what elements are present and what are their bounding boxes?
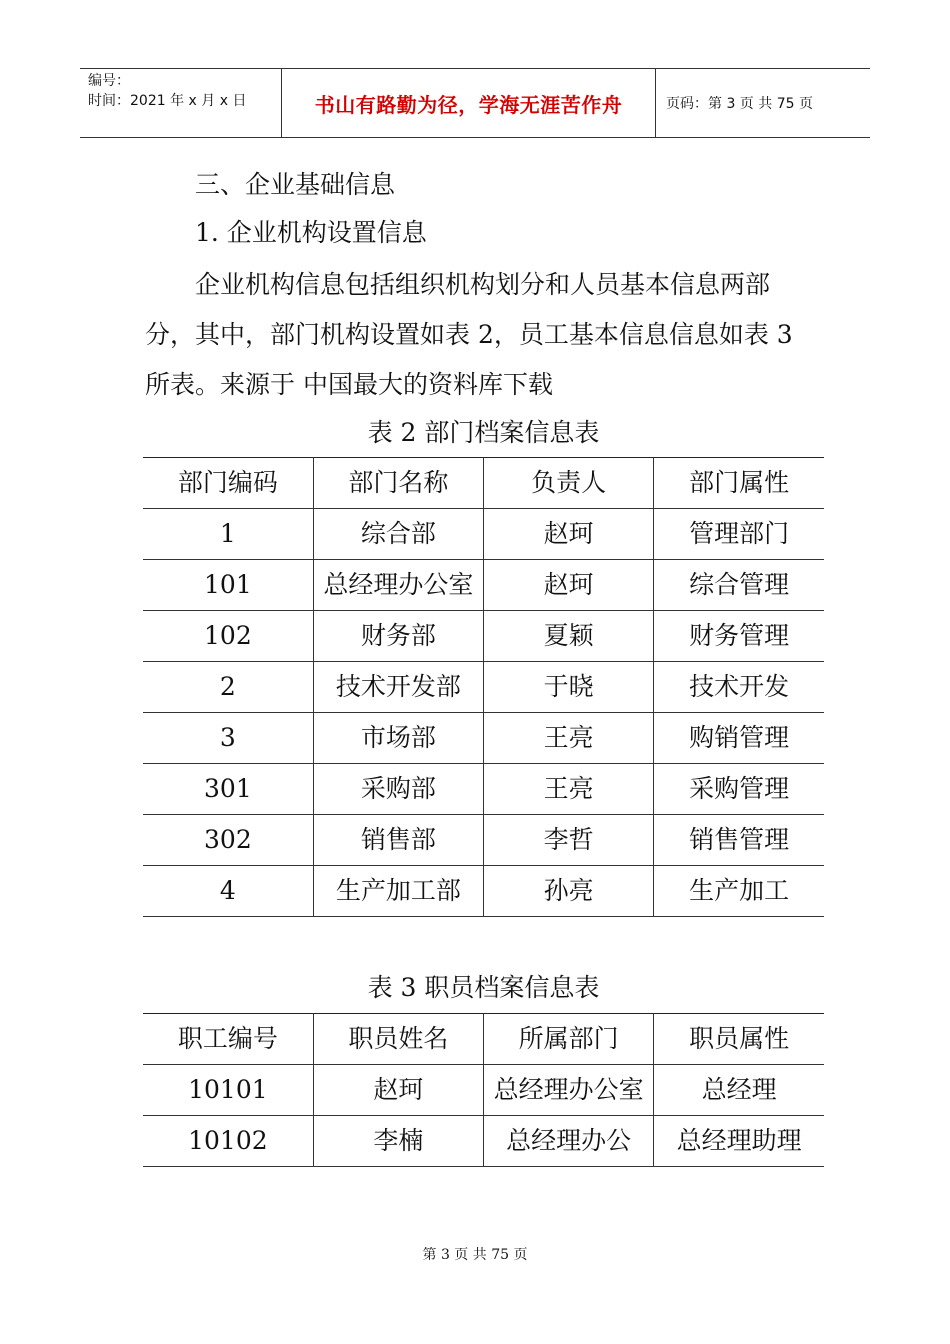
table-cell: 财务管理 xyxy=(654,611,824,662)
table-cell: 生产加工 xyxy=(654,866,824,917)
staff-table xyxy=(143,1013,824,1167)
table-cell: 总经理办公室 xyxy=(484,1065,654,1116)
table-row xyxy=(143,1116,824,1167)
table-cell: 销售管理 xyxy=(654,815,824,866)
table-cell: 总经理助理 xyxy=(654,1116,824,1167)
document-date: 时间：2021 年 x 月 x 日 xyxy=(88,93,247,109)
section-heading: 三、企业基础信息 xyxy=(195,170,396,199)
table-row xyxy=(143,509,824,560)
table-cell: 总经理办公 xyxy=(484,1116,654,1167)
table-cell: 101 xyxy=(143,560,313,611)
table-cell: 2 xyxy=(143,662,313,713)
table-cell: 销售部 xyxy=(313,815,483,866)
table-row xyxy=(143,1065,824,1116)
table-cell: 夏颖 xyxy=(484,611,654,662)
table-row xyxy=(143,662,824,713)
table-cell: 301 xyxy=(143,764,313,815)
table-cell: 技术开发部 xyxy=(313,662,483,713)
header-meta xyxy=(80,69,282,137)
table-cell: 采购部 xyxy=(313,764,483,815)
table-cell: 李哲 xyxy=(484,815,654,866)
table-cell: 3 xyxy=(143,713,313,764)
table-cell: 赵珂 xyxy=(484,560,654,611)
table-cell: 技术开发 xyxy=(654,662,824,713)
body-paragraph: 企业机构信息包括组织机构划分和人员基本信息两部分，其中，部门机构设置如表 2，员工基本信息信息如表 3 所表。来源于 中国最大的资料库下载 xyxy=(145,270,793,399)
table-cell: 财务部 xyxy=(313,611,483,662)
table-cell: 采购管理 xyxy=(654,764,824,815)
column-header: 所属部门 xyxy=(484,1014,654,1065)
document-number-label: 编号： xyxy=(88,73,130,89)
table-cell: 市场部 xyxy=(313,713,483,764)
column-header: 职员属性 xyxy=(654,1014,824,1065)
table-row xyxy=(143,764,824,815)
department-table xyxy=(143,457,824,917)
table-cell: 赵珂 xyxy=(313,1065,483,1116)
table-row xyxy=(143,866,824,917)
header-motto: 书山有路勤为径，学海无涯苦作舟 xyxy=(282,69,656,137)
table-cell: 总经理办公室 xyxy=(313,560,483,611)
header-page-info: 页码：第 3 页 共 75 页 xyxy=(666,96,813,112)
table-row xyxy=(143,560,824,611)
column-header: 部门属性 xyxy=(654,458,824,509)
table-cell: 王亮 xyxy=(484,764,654,815)
table-cell: 购销管理 xyxy=(654,713,824,764)
table-cell: 于晓 xyxy=(484,662,654,713)
column-header: 职工编号 xyxy=(143,1014,313,1065)
column-header: 负责人 xyxy=(484,458,654,509)
table2-caption: 表 2 部门档案信息表 xyxy=(367,418,600,447)
table-header-row xyxy=(143,1014,824,1065)
page-header xyxy=(80,68,870,138)
column-header: 部门名称 xyxy=(313,458,483,509)
table-cell: 综合部 xyxy=(313,509,483,560)
table3-caption: 表 3 职员档案信息表 xyxy=(367,973,600,1002)
table-cell: 102 xyxy=(143,611,313,662)
table-cell: 10102 xyxy=(143,1116,313,1167)
sub-heading: 1. 企业机构设置信息 xyxy=(195,218,427,247)
column-header: 部门编码 xyxy=(143,458,313,509)
table-row xyxy=(143,815,824,866)
table-cell: 王亮 xyxy=(484,713,654,764)
table-row xyxy=(143,713,824,764)
table-cell: 总经理 xyxy=(654,1065,824,1116)
page-footer: 第 3 页 共 75 页 xyxy=(422,1247,528,1263)
table-cell: 4 xyxy=(143,866,313,917)
table-cell: 李楠 xyxy=(313,1116,483,1167)
table-cell: 孙亮 xyxy=(484,866,654,917)
table-cell: 生产加工部 xyxy=(313,866,483,917)
table-cell: 302 xyxy=(143,815,313,866)
table-row xyxy=(143,611,824,662)
table-cell: 10101 xyxy=(143,1065,313,1116)
column-header: 职员姓名 xyxy=(313,1014,483,1065)
table-cell: 1 xyxy=(143,509,313,560)
table-header-row xyxy=(143,458,824,509)
table-cell: 综合管理 xyxy=(654,560,824,611)
table-cell: 管理部门 xyxy=(654,509,824,560)
table-cell: 赵珂 xyxy=(484,509,654,560)
